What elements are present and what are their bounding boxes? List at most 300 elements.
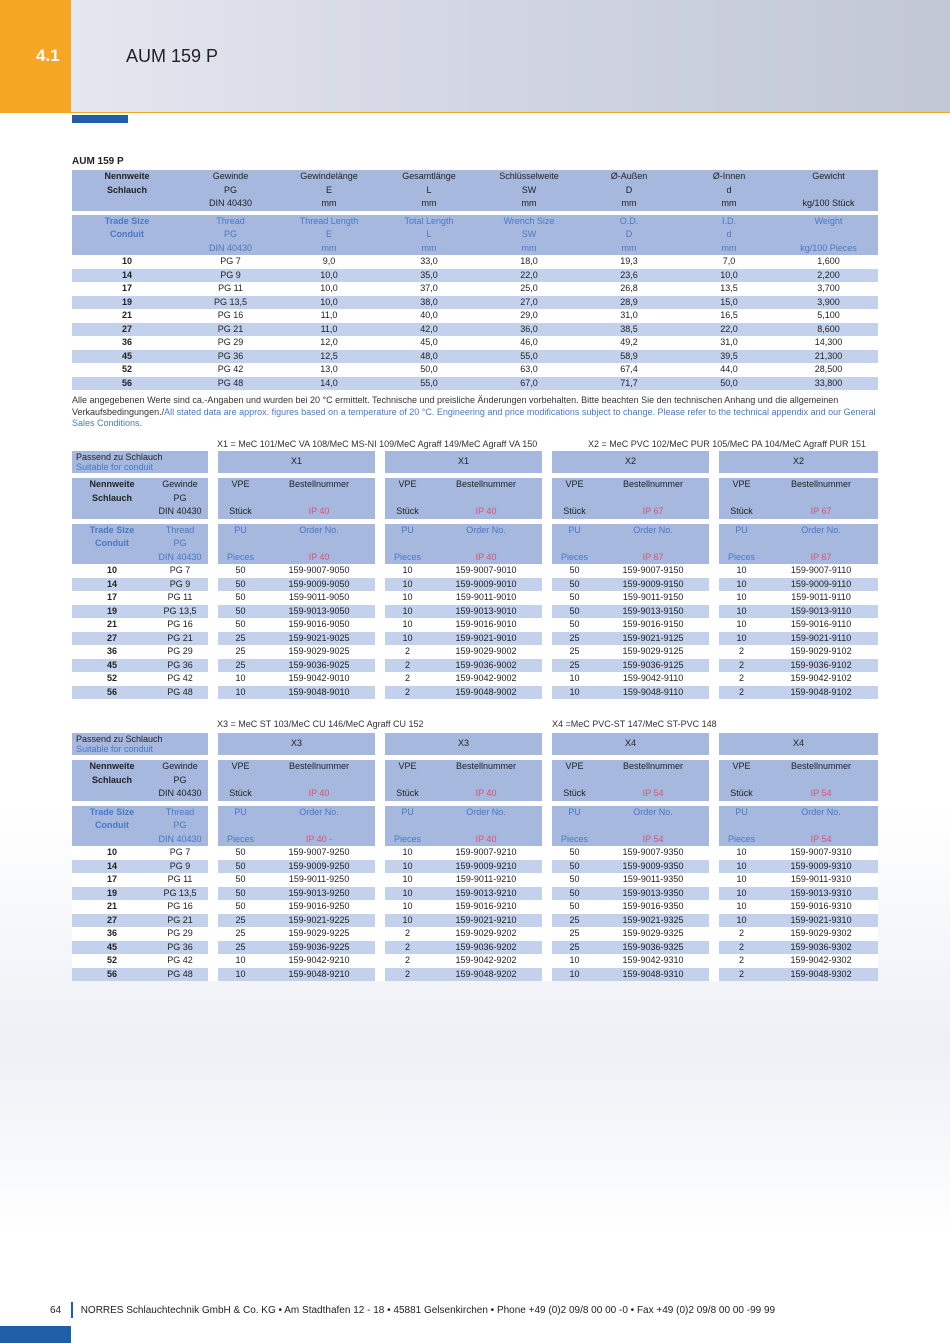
- gap: [709, 806, 719, 820]
- header-cell-en: mm: [379, 242, 479, 256]
- header-cell-en: [385, 537, 430, 551]
- header-cell-en: IP 54: [764, 833, 878, 847]
- table-row: [72, 860, 878, 874]
- gap: [208, 873, 218, 887]
- data-cell: 45,0: [379, 336, 479, 350]
- order-number-cell: 159-9048-9110: [597, 686, 709, 700]
- size-cell: 56: [72, 686, 152, 700]
- header-cell: Bestellnummer: [263, 478, 375, 492]
- gap: [542, 860, 552, 874]
- table-row: [72, 968, 878, 982]
- gap: [542, 887, 552, 901]
- gap: [375, 451, 385, 473]
- gap: [542, 451, 552, 473]
- data-cell: PG 13,5: [182, 296, 279, 310]
- data-cell: PG 36: [182, 350, 279, 364]
- order-number-cell: 159-9013-9010: [430, 605, 542, 619]
- pu-cell: 10: [385, 564, 430, 578]
- header-cell-en: mm: [479, 242, 579, 256]
- thread-cell: PG 48: [152, 686, 208, 700]
- data-cell: 71,7: [579, 377, 679, 391]
- header-cell: Gewinde: [152, 478, 208, 492]
- pu-cell: 2: [719, 968, 764, 982]
- gap: [709, 927, 719, 941]
- order-number-cell: 159-9042-9010: [263, 672, 375, 686]
- data-cell: 14: [72, 269, 182, 283]
- header-cell: mm: [679, 197, 779, 211]
- order-number-cell: 159-9007-9110: [764, 564, 878, 578]
- data-cell: 21,300: [779, 350, 878, 364]
- header-cell: kg/100 Stück: [779, 197, 878, 211]
- thread-cell: PG 13,5: [152, 887, 208, 901]
- data-cell: 27,0: [479, 296, 579, 310]
- header-cell: Gewinde: [152, 760, 208, 774]
- pu-cell: 50: [552, 578, 597, 592]
- data-cell: 63,0: [479, 363, 579, 377]
- fitting-type-label: X2: [552, 451, 709, 473]
- thread-cell: PG 11: [152, 873, 208, 887]
- order-number-cell: 159-9009-9210: [430, 860, 542, 874]
- data-cell: 3,700: [779, 282, 878, 296]
- header-cell: [552, 774, 597, 788]
- gap: [709, 819, 719, 833]
- fitting-type-label: X3: [385, 733, 542, 755]
- header-cell: D: [579, 184, 679, 198]
- data-cell: 48,0: [379, 350, 479, 364]
- header-row-de: [72, 492, 878, 506]
- gap: [375, 524, 385, 538]
- header-cell-en: [597, 537, 709, 551]
- pu-cell: 2: [719, 941, 764, 955]
- size-cell: 19: [72, 605, 152, 619]
- data-cell: 38,5: [579, 323, 679, 337]
- header-cell-en: Order No.: [764, 524, 878, 538]
- pu-cell: 10: [719, 846, 764, 860]
- gap: [542, 846, 552, 860]
- header-cell: Gewinde: [182, 170, 279, 184]
- data-cell: 23,6: [579, 269, 679, 283]
- header-cell: [719, 774, 764, 788]
- size-cell: 36: [72, 645, 152, 659]
- order-number-cell: 159-9021-9325: [597, 914, 709, 928]
- order-number-cell: 159-9029-9002: [430, 645, 542, 659]
- data-cell: 13,0: [279, 363, 379, 377]
- table-row: [72, 941, 878, 955]
- gap: [709, 941, 719, 955]
- gap: [542, 873, 552, 887]
- header-cell-en: Thread: [152, 524, 208, 538]
- pu-cell: 25: [218, 914, 263, 928]
- gap: [709, 672, 719, 686]
- pu-cell: 2: [385, 954, 430, 968]
- gap: [542, 806, 552, 820]
- gap: [542, 524, 552, 538]
- pu-cell: 10: [719, 605, 764, 619]
- header-row-en: [72, 551, 878, 565]
- table-row: [72, 618, 878, 632]
- header-cell: mm: [279, 197, 379, 211]
- header-row-en: [72, 228, 878, 242]
- header-cell: mm: [379, 197, 479, 211]
- header-cell: Bestellnummer: [430, 478, 542, 492]
- pu-cell: 2: [385, 941, 430, 955]
- header-cell: IP 40: [430, 787, 542, 801]
- order-number-cell: 159-9048-9210: [263, 968, 375, 982]
- header-cell: IP 54: [597, 787, 709, 801]
- data-cell: 8,600: [779, 323, 878, 337]
- gap: [542, 478, 552, 492]
- header-cell: Gesamtlänge: [379, 170, 479, 184]
- header-cell-en: d: [679, 228, 779, 242]
- table-row: [72, 591, 878, 605]
- data-cell: 58,9: [579, 350, 679, 364]
- size-cell: 52: [72, 672, 152, 686]
- gap: [375, 900, 385, 914]
- passend-en: Suitable for conduit: [76, 462, 154, 472]
- header-cell: Stück: [719, 505, 764, 519]
- order-number-cell: 159-9013-9050: [263, 605, 375, 619]
- header-cell-en: IP 67: [764, 551, 878, 565]
- header-cell-en: Conduit: [72, 819, 152, 833]
- header-cell: [218, 774, 263, 788]
- gap: [375, 632, 385, 646]
- dimensions-table: [72, 170, 878, 390]
- header-cell: [263, 492, 375, 506]
- gap: [709, 618, 719, 632]
- header-cell-en: [552, 537, 597, 551]
- data-cell: 1,600: [779, 255, 878, 269]
- gap: [375, 833, 385, 847]
- gap: [208, 537, 218, 551]
- order-number-cell: 159-9007-9150: [597, 564, 709, 578]
- pu-cell: 10: [385, 618, 430, 632]
- header-cell-en: Trade Size: [72, 806, 152, 820]
- gap: [542, 632, 552, 646]
- header-row-en: [72, 833, 878, 847]
- header-cell: d: [679, 184, 779, 198]
- size-cell: 19: [72, 887, 152, 901]
- data-cell: 16,5: [679, 309, 779, 323]
- header-cell: [218, 492, 263, 506]
- data-cell: 33,800: [779, 377, 878, 391]
- order-number-cell: 159-9011-9050: [263, 591, 375, 605]
- gap: [375, 774, 385, 788]
- gap: [542, 760, 552, 774]
- passend-label: [72, 451, 208, 473]
- header-cell-en: [263, 819, 375, 833]
- header-cell: Bestellnummer: [597, 760, 709, 774]
- header-cell-en: Conduit: [72, 537, 152, 551]
- gap: [375, 551, 385, 565]
- order-number-cell: 159-9016-9210: [430, 900, 542, 914]
- data-cell: 31,0: [579, 309, 679, 323]
- size-cell: 17: [72, 591, 152, 605]
- order-number-cell: 159-9029-9025: [263, 645, 375, 659]
- gap: [375, 941, 385, 955]
- header-cell: Schlauch: [72, 774, 152, 788]
- header-cell-en: IP 40: [263, 551, 375, 565]
- pu-cell: 25: [552, 645, 597, 659]
- header-cell-en: PU: [552, 524, 597, 538]
- data-cell: 12,5: [279, 350, 379, 364]
- data-cell: 19: [72, 296, 182, 310]
- fitting-type-label: X1: [385, 451, 542, 473]
- header-cell: Stück: [385, 505, 430, 519]
- header-cell-en: PU: [218, 524, 263, 538]
- header-cell-en: [218, 819, 263, 833]
- gap: [375, 806, 385, 820]
- pu-cell: 25: [552, 927, 597, 941]
- data-cell: 31,0: [679, 336, 779, 350]
- pu-cell: 10: [552, 672, 597, 686]
- header-cell-en: IP 40 -: [263, 833, 375, 847]
- table-row: [72, 900, 878, 914]
- gap: [208, 451, 218, 473]
- order-number-cell: 159-9009-9150: [597, 578, 709, 592]
- gap: [208, 645, 218, 659]
- gap: [542, 578, 552, 592]
- gap: [542, 591, 552, 605]
- pu-cell: 50: [218, 860, 263, 874]
- pu-cell: 10: [385, 846, 430, 860]
- header-cell: DIN 40430: [152, 505, 208, 519]
- order-number-cell: 159-9009-9350: [597, 860, 709, 874]
- header-cell-en: Conduit: [72, 228, 182, 242]
- gap: [375, 733, 385, 755]
- data-cell: 19,3: [579, 255, 679, 269]
- gap: [375, 564, 385, 578]
- pu-cell: 25: [218, 632, 263, 646]
- passend-row: [72, 733, 878, 755]
- data-cell: 12,0: [279, 336, 379, 350]
- header-cell: Ø-Innen: [679, 170, 779, 184]
- pu-cell: 2: [719, 954, 764, 968]
- table-row: [72, 363, 878, 377]
- pu-cell: 10: [385, 591, 430, 605]
- header-cell: IP 67: [764, 505, 878, 519]
- pu-cell: 10: [719, 873, 764, 887]
- size-cell: 27: [72, 914, 152, 928]
- gap: [542, 900, 552, 914]
- header-divider: [71, 112, 950, 113]
- order-table-2: [72, 733, 878, 981]
- data-cell: 10,0: [279, 296, 379, 310]
- table-row: [72, 927, 878, 941]
- order-number-cell: 159-9013-9150: [597, 605, 709, 619]
- gap: [208, 774, 218, 788]
- table-row: [72, 846, 878, 860]
- header-cell-en: PU: [552, 806, 597, 820]
- data-cell: 26,8: [579, 282, 679, 296]
- data-cell: 33,0: [379, 255, 479, 269]
- header-cell-en: DIN 40430: [182, 242, 279, 256]
- pu-cell: 10: [385, 860, 430, 874]
- data-cell: 50,0: [679, 377, 779, 391]
- note-de: Alle angegebenen Werte sind ca.-Angaben und wurden bei 20 °C ermittelt. Technische und preisliche Änderungen vorbehalten. Bitte beachten Sie den technischen Anhang und die allgemeinen Verkaufsbedingungen./: [72, 395, 839, 417]
- size-cell: 56: [72, 968, 152, 982]
- order-number-cell: 159-9048-9202: [430, 968, 542, 982]
- header-cell-en: L: [379, 228, 479, 242]
- pu-cell: 50: [218, 846, 263, 860]
- gap: [709, 659, 719, 673]
- data-cell: 56: [72, 377, 182, 391]
- pu-cell: 2: [385, 672, 430, 686]
- fitting-type-label: X1: [218, 451, 375, 473]
- pu-cell: 10: [385, 632, 430, 646]
- header-cell: Bestellnummer: [263, 760, 375, 774]
- pu-cell: 2: [719, 672, 764, 686]
- header-row-en: [72, 819, 878, 833]
- gap: [542, 833, 552, 847]
- data-cell: PG 48: [182, 377, 279, 391]
- header-cell-en: Order No.: [597, 806, 709, 820]
- thread-cell: PG 21: [152, 632, 208, 646]
- gap: [709, 900, 719, 914]
- order-number-cell: 159-9021-9210: [430, 914, 542, 928]
- gap: [709, 954, 719, 968]
- size-cell: 10: [72, 564, 152, 578]
- gap: [208, 632, 218, 646]
- order-number-cell: 159-9013-9210: [430, 887, 542, 901]
- pu-cell: 10: [552, 954, 597, 968]
- data-cell: 28,500: [779, 363, 878, 377]
- header-cell-en: D: [579, 228, 679, 242]
- gap: [208, 505, 218, 519]
- order-number-cell: 159-9007-9350: [597, 846, 709, 860]
- header-cell-en: Pieces: [719, 551, 764, 565]
- note-en: All stated data are approx. figures based on a temperature of 20 °C. Engineering and price modifications subject to change. Please refer to the technical appendix and our General Sales Conditions.: [72, 406, 876, 428]
- pu-cell: 50: [218, 591, 263, 605]
- thread-cell: PG 29: [152, 645, 208, 659]
- header-cell-en: kg/100 Pieces: [779, 242, 878, 256]
- header-cell: IP 67: [597, 505, 709, 519]
- pu-cell: 2: [719, 686, 764, 700]
- gap: [542, 672, 552, 686]
- header-cell-en: Pieces: [385, 833, 430, 847]
- order-number-cell: 159-9021-9010: [430, 632, 542, 646]
- pu-cell: 10: [385, 873, 430, 887]
- gap: [375, 873, 385, 887]
- pu-cell: 50: [552, 846, 597, 860]
- header-cell: E: [279, 184, 379, 198]
- data-cell: 55,0: [379, 377, 479, 391]
- header-cell-en: [719, 819, 764, 833]
- header-cell: [719, 492, 764, 506]
- gap: [375, 505, 385, 519]
- header-cell-en: Total Length: [379, 215, 479, 229]
- pu-cell: 50: [552, 887, 597, 901]
- data-cell: 25,0: [479, 282, 579, 296]
- order-number-cell: 159-9013-9350: [597, 887, 709, 901]
- header-cell: [263, 774, 375, 788]
- gap: [542, 564, 552, 578]
- header-accent-bar: [72, 115, 128, 123]
- order-number-cell: 159-9009-9110: [764, 578, 878, 592]
- header-cell: VPE: [385, 478, 430, 492]
- header-row-de: [72, 505, 878, 519]
- gap: [208, 478, 218, 492]
- data-cell: 11,0: [279, 309, 379, 323]
- data-cell: PG 9: [182, 269, 279, 283]
- pu-cell: 2: [385, 686, 430, 700]
- header-cell: [385, 492, 430, 506]
- order-number-cell: 159-9011-9150: [597, 591, 709, 605]
- pu-cell: 10: [385, 578, 430, 592]
- size-cell: 10: [72, 846, 152, 860]
- header-cell: DIN 40430: [182, 197, 279, 211]
- header-cell: Schlauch: [72, 492, 152, 506]
- gap: [542, 941, 552, 955]
- header-cell-en: Order No.: [430, 806, 542, 820]
- fitting-type-label: X3: [218, 733, 375, 755]
- header-cell: PG: [152, 774, 208, 788]
- gap: [542, 537, 552, 551]
- gap: [375, 846, 385, 860]
- gap: [208, 846, 218, 860]
- gap: [709, 968, 719, 982]
- data-cell: 17: [72, 282, 182, 296]
- pu-cell: 50: [552, 860, 597, 874]
- data-cell: 40,0: [379, 309, 479, 323]
- header-cell: IP 40: [430, 505, 542, 519]
- pu-cell: 50: [218, 605, 263, 619]
- header-row-en: [72, 215, 878, 229]
- header-cell: DIN 40430: [152, 787, 208, 801]
- header-cell-en: [779, 228, 878, 242]
- gap: [375, 954, 385, 968]
- header-cell-en: Order No.: [263, 806, 375, 820]
- data-cell: 10,0: [279, 269, 379, 283]
- header-cell-en: IP 40: [430, 551, 542, 565]
- order-number-cell: 159-9013-9110: [764, 605, 878, 619]
- header-cell: PG: [182, 184, 279, 198]
- gap: [208, 954, 218, 968]
- data-cell: 50,0: [379, 363, 479, 377]
- order-number-cell: 159-9036-9202: [430, 941, 542, 955]
- pu-cell: 10: [719, 632, 764, 646]
- gap: [709, 787, 719, 801]
- gap: [709, 578, 719, 592]
- order-number-cell: 159-9029-9202: [430, 927, 542, 941]
- data-cell: 67,4: [579, 363, 679, 377]
- gap: [709, 760, 719, 774]
- header-cell: VPE: [218, 478, 263, 492]
- pu-cell: 25: [218, 645, 263, 659]
- header-cell: PG: [152, 492, 208, 506]
- data-cell: 22,0: [679, 323, 779, 337]
- data-cell: PG 42: [182, 363, 279, 377]
- order-number-cell: 159-9013-9250: [263, 887, 375, 901]
- gap: [208, 524, 218, 538]
- data-cell: 2,200: [779, 269, 878, 283]
- gap: [375, 914, 385, 928]
- header-cell: [430, 492, 542, 506]
- table-row: [72, 255, 878, 269]
- passend-de: Passend zu Schlauch: [76, 452, 163, 462]
- pu-cell: 50: [218, 618, 263, 632]
- thread-cell: PG 7: [152, 846, 208, 860]
- gap: [208, 733, 218, 755]
- header-cell-en: Pieces: [719, 833, 764, 847]
- disclaimer-note: [72, 395, 878, 430]
- pu-cell: 50: [218, 873, 263, 887]
- data-cell: PG 16: [182, 309, 279, 323]
- header-row-en: [72, 242, 878, 256]
- table-row: [72, 309, 878, 323]
- pu-cell: 25: [552, 914, 597, 928]
- header-cell-en: Thread: [182, 215, 279, 229]
- gap: [542, 505, 552, 519]
